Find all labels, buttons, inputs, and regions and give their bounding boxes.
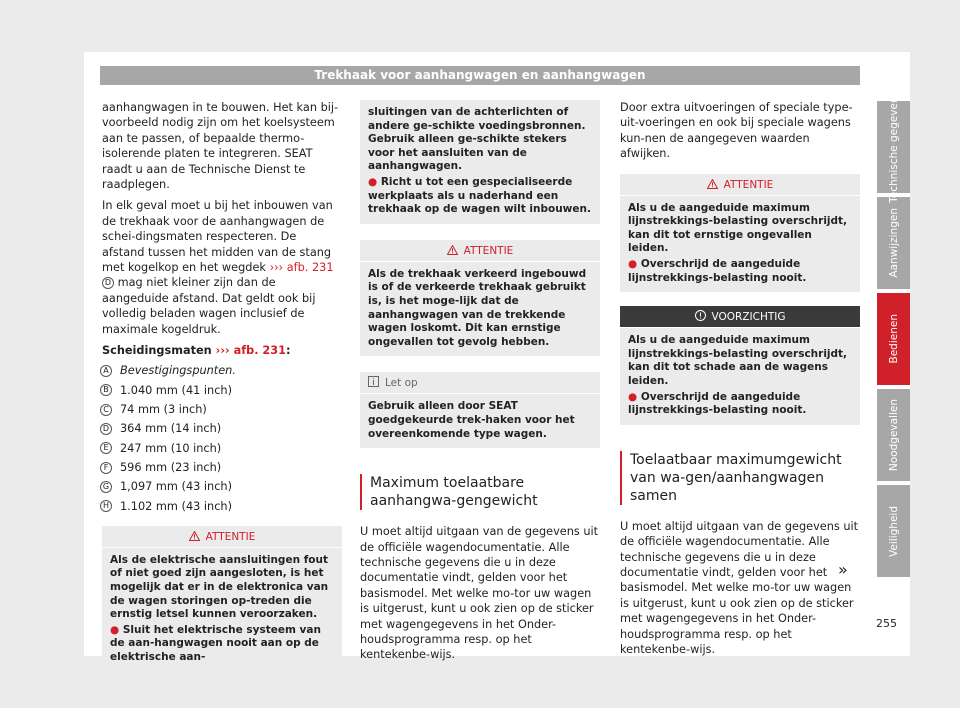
list-item: E 247 mm (10 inch) — [100, 439, 342, 458]
paragraph: Door extra uitvoeringen of speciale type-uit-voeringen en ook bij speciale wagens kun-nen de aangegeven waarden afwijken. — [620, 101, 853, 161]
paragraph: aanhangwagen in te bouwen. Het kan bij-voorbeeld nodig zijn om het koelsysteem aan te passen, of bepaalde thermo-isolerende platen te integreren. SEAT raadt u aan de Technische Dienst te raadplegen. — [102, 101, 339, 192]
warning-box-continued — [360, 100, 600, 224]
side-tabs — [877, 91, 910, 581]
figure-reference-link[interactable]: ››› afb. 231 — [215, 344, 287, 358]
page-header: Trekhaak voor aanhangwagen en aanhangwagen — [100, 66, 860, 85]
info-note-icon — [368, 376, 379, 387]
paragraph: In elk geval moet u bij het inbouwen van de trekhaak voor de aanhangwagen de schei-dingsmaten respecteren. De afstand tussen het midden van de stang met kogelkop en het wegdek ››› afb. 231 D mag niet kleiner zijn dan de aangeduide afstand. Dat geldt ook bij volledig beladen wagen inclusief de maximale kogeldruk. — [102, 199, 334, 336]
column-3 — [620, 100, 860, 663]
figure-reference-link[interactable]: ››› afb. 231 — [269, 261, 334, 275]
list-item: D 364 mm (14 inch) — [100, 419, 342, 438]
caution-circle-icon — [695, 310, 706, 321]
warning-box — [360, 240, 600, 357]
warning-text: Als de elektrische aansluitingen fout of niet goed zijn aangesloten, is het mogelijk dat er in de elektronica van de wagen storingen op-treden die ernstig letsel kunnen veroorzaken. — [110, 553, 329, 621]
note-header: Let op — [360, 372, 600, 394]
section-heading: Maximum toelaatbare aanhangwa-gengewicht — [360, 474, 600, 510]
badge-d: D — [102, 277, 114, 289]
section-heading: Toelaatbaar maximumgewicht van wa-gen/aanhangwagen samen — [620, 451, 860, 505]
column-1 — [102, 100, 342, 672]
tab-veiligheid[interactable]: Veiligheid — [877, 485, 910, 577]
warning-header: ATTENTIE — [620, 174, 860, 196]
list-item: B 1.040 mm (41 inch) — [100, 381, 342, 400]
list-item: F 596 mm (23 inch) — [100, 458, 342, 477]
note-box — [360, 372, 600, 448]
measures-list — [102, 362, 342, 516]
badge-icon: C — [100, 404, 112, 416]
tab-technische-gegevens[interactable]: Technische gegevens — [877, 101, 910, 193]
warning-header: ATTENTIE — [102, 526, 342, 548]
badge-icon: H — [100, 500, 112, 512]
warning-triangle-icon — [189, 531, 200, 541]
warning-box — [102, 526, 342, 672]
column-2 — [360, 100, 600, 669]
badge-icon: D — [100, 423, 112, 435]
warning-box — [620, 174, 860, 293]
warning-bullet: ● Sluit het elektrische systeem van de aan-hangwagen nooit aan op de elektrische aan- — [110, 623, 321, 664]
warning-text: sluitingen van de achterlichten of andere ge-schikte voedingsbronnen. Gebruik alleen ge-schikte stekers voor het aansluiten van de aanhangwagen. — [368, 106, 586, 173]
warning-triangle-icon — [707, 179, 718, 189]
warning-bullet: ● Richt u tot een gespecialiseerde werkplaats als u naderhand een trekhaak op de wagen wilt inbouwen. — [368, 175, 591, 216]
continue-icon: » — [838, 560, 848, 579]
caution-bullet: ● Overschrijd de aangeduide lijnstrekkings-belasting nooit. — [628, 390, 807, 417]
tab-bedienen[interactable]: Bedienen — [877, 293, 910, 385]
paragraph: U moet altijd uitgaan van de gegevens uit de officiële wagendocumentatie. Alle technische gegevens die u in deze documentatie vindt, gelden voor het basismodel. Met welke mo-tor uw wagen is uitgerust, kunt u ook zien op de sticker met wagengegevens in het Onder-houdsprogramma resp. op het kentekenbe-wijs. — [360, 525, 599, 662]
badge-icon: G — [100, 481, 112, 493]
paragraph: U moet altijd uitgaan van de gegevens uit de officiële wagendocumentatie. Alle technische gegevens die u in deze documentatie vindt, gelden voor het basismodel. Met welke mo-tor uw wagen is uitgerust, kunt u ook zien op de sticker met wagengegevens in het Onder-houdsprogramma resp. op het kentekenbe-wijs. — [620, 519, 859, 656]
list-item: A Bevestigingspunten. — [100, 362, 342, 381]
badge-icon: E — [100, 442, 112, 454]
scheidingsmaten-heading: Scheidingsmaten ››› afb. 231: — [102, 344, 291, 358]
warning-text: Als de trekhaak verkeerd ingebouwd is of de verkeerde trekhaak gebruikt is, is het moge-lijk dat de aanhangwagen van de trekkende wagen loskomt. Dit kan ernstige ongevallen tot gevolg hebben. — [368, 267, 587, 348]
badge-icon: B — [100, 384, 112, 396]
warning-text: Als u de aangeduide maximum lijnstrekkings-belasting overschrijdt, kan dit tot ernstige ongevallen leiden. — [628, 201, 848, 255]
warning-bullet: ● Overschrijd de aangeduide lijnstrekkings-belasting nooit. — [628, 258, 807, 284]
note-text: Gebruik alleen door SEAT goedgekeurde trek-haken voor het overeenkomende type wagen. — [368, 400, 575, 440]
tab-noodgevallen[interactable]: Noodgevallen — [877, 389, 910, 481]
warning-header: ATTENTIE — [360, 240, 600, 262]
tab-aanwijzingen[interactable]: Aanwijzingen — [877, 197, 910, 289]
page-number: 255 — [876, 617, 897, 630]
caution-box — [620, 306, 860, 425]
list-item: H 1.102 mm (43 inch) — [100, 497, 342, 516]
list-item: C 74 mm (3 inch) — [100, 400, 342, 419]
caution-header: VOORZICHTIG — [620, 306, 860, 328]
badge-icon: F — [100, 462, 112, 474]
warning-triangle-icon — [447, 245, 458, 255]
badge-icon: A — [100, 365, 112, 377]
list-item: G 1,097 mm (43 inch) — [100, 477, 342, 496]
caution-text: Als u de aangeduide maximum lijnstrekkings-belasting overschrijdt, kan dit tot schade aan de wagens leiden. — [628, 334, 848, 387]
